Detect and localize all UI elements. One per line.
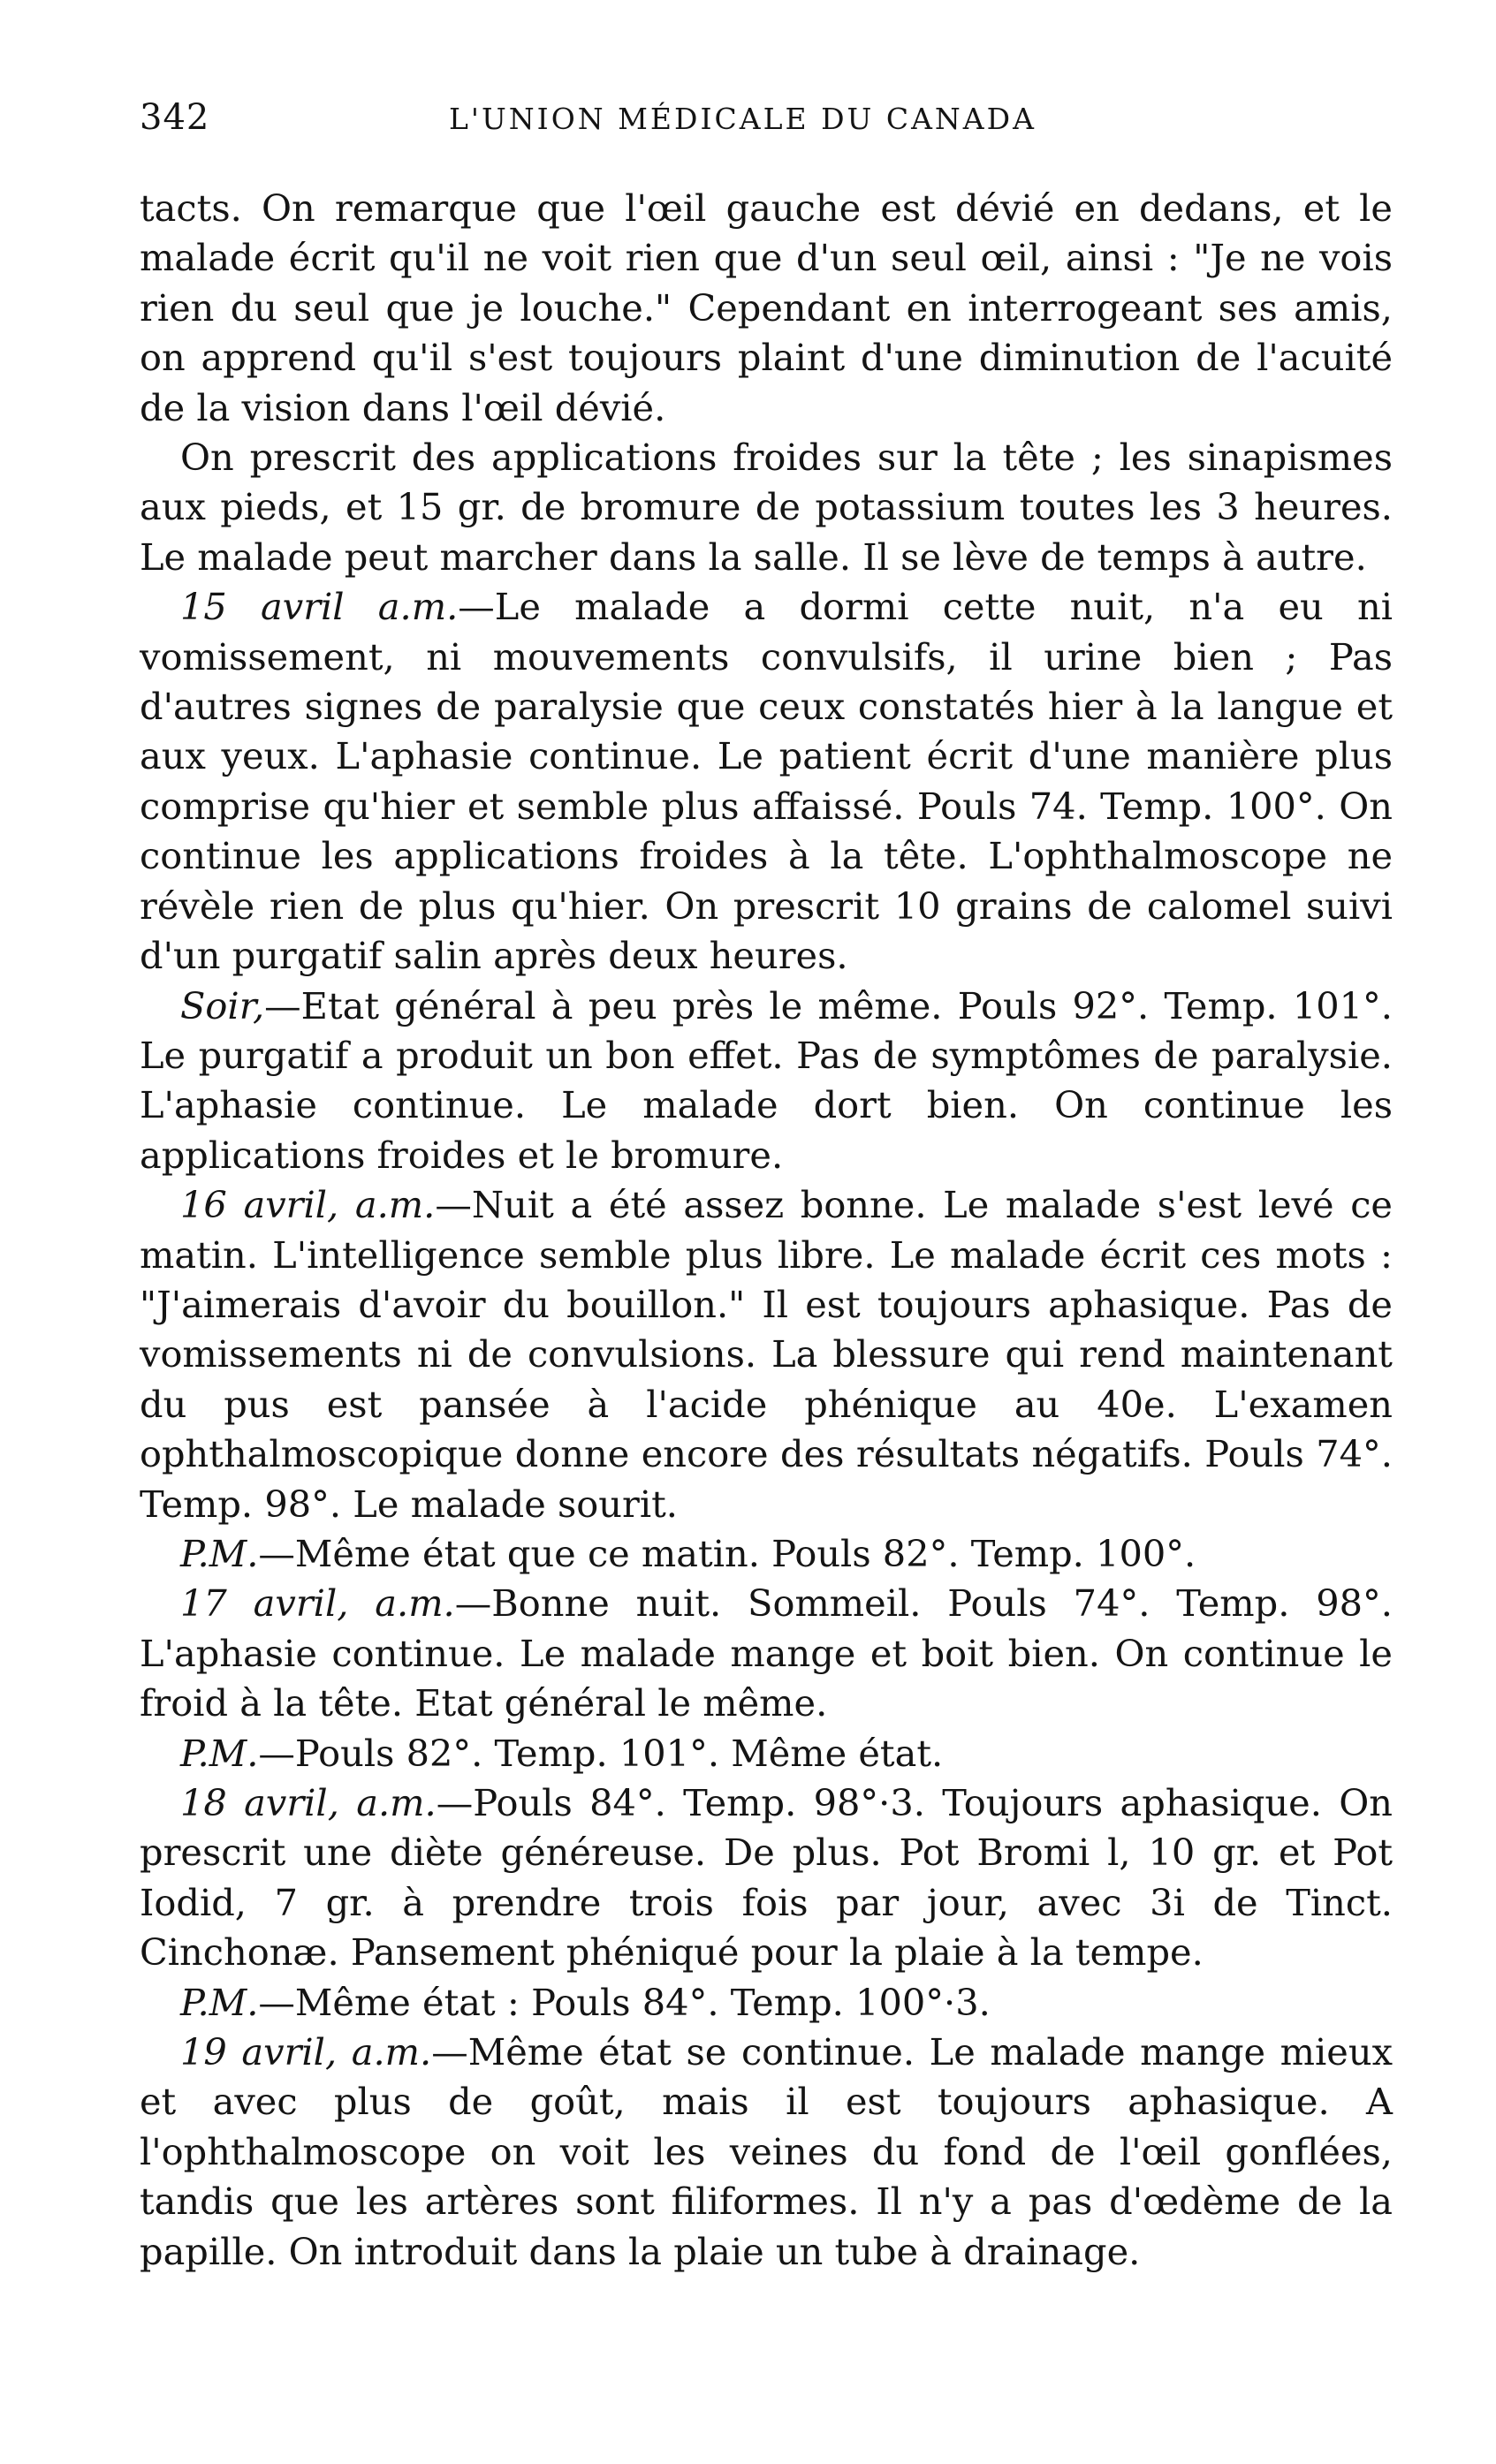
entry-date: Soir, (180, 983, 265, 1027)
entry-date: P.M. (180, 1980, 259, 2024)
body-text (140, 184, 1393, 2277)
paragraph (140, 1978, 1393, 2028)
page-number: 342 (140, 97, 210, 138)
paragraph-text: —Bonne nuit. Sommeil. Pouls 74°. Temp. 98°. L'aphasie continue. Le malade mange et boit bien. On continue le froid à la tête. Etat général le même. (140, 1581, 1393, 1725)
paragraph (140, 582, 1393, 981)
entry-date: P.M. (180, 1731, 259, 1775)
paragraph (140, 184, 1393, 433)
entry-date: 18 avril, a.m. (180, 1781, 437, 1824)
paragraph (140, 1778, 1393, 1978)
document-page (140, 97, 1393, 2277)
paragraph (140, 433, 1393, 582)
running-title: L'UNION MÉDICALE DU CANADA (449, 102, 1037, 136)
paragraph-text: —Etat général à peu près le même. Pouls 92°. Temp. 101°. Le purgatif a produit un bon effet. Pas de symptômes de paralysie. L'aphasie continue. Le malade dort bien. On continue les applications froides et le bromure. (140, 983, 1393, 1177)
paragraph-text: —Nuit a été assez bonne. Le malade s'est levé ce matin. L'intelligence semble plus libre. Le malade écrit ces mots : "J'aimerais d'avoir du bouillon." Il est toujours aphasique. Pas de vomissements ni de convulsions. La blessure qui rend maintenant du pus est pansée à l'acide phénique au 40e. L'examen ophthalmoscopique donne encore des résultats négatifs. Pouls 74°. Temp. 98°. Le malade sourit. (140, 1183, 1393, 1526)
paragraph-text: —Pouls 84°. Temp. 98°·3. Toujours aphasique. On prescrit une diète généreuse. De plus. Pot Bromi l, 10 gr. et Pot Iodid, 7 gr. à prendre trois fois par jour, avec 3i de Tinct. Cinchonæ. Pansement phéniqué pour la plaie à la tempe. (140, 1781, 1393, 1975)
paragraph (140, 982, 1393, 1181)
entry-date: P.M. (180, 1531, 259, 1575)
paragraph-text: On prescrit des applications froides sur la tête ; les sinapismes aux pieds, et 15 gr. de bromure de potassium toutes les 3 heures. Le malade peut marcher dans la salle. Il se lève de temps à autre. (140, 436, 1393, 579)
paragraph (140, 2028, 1393, 2277)
entry-date: 17 avril, a.m. (180, 1581, 455, 1626)
paragraph-text: —Le malade a dormi cette nuit, n'a eu ni vomissement, ni mouvements convulsifs, il urine bien ; Pas d'autres signes de paralysie que ceux constatés hier à la langue et aux yeux. L'aphasie continue. Le patient écrit d'une manière plus comprise qu'hier et semble plus affaissé. Pouls 74. Temp. 100°. On continue les applications froides à la tête. L'ophthalmoscope ne révèle rien de plus qu'hier. On prescrit 10 grains de calomel suivi d'un purgatif salin après deux heures. (140, 585, 1393, 978)
paragraph (140, 1579, 1393, 1728)
paragraph-text: tacts. On remarque que l'œil gauche est dévié en dedans, et le malade écrit qu'il ne voit rien que d'un seul œil, ainsi : "Je ne vois rien du seul que je louche." Cependant en interrogeant ses amis, on apprend qu'il s'est toujours plaint d'une diminution de l'acuité de la vision dans l'œil dévié. (140, 186, 1393, 429)
paragraph (140, 1529, 1393, 1579)
page-header (140, 97, 1393, 159)
paragraph (140, 1180, 1393, 1529)
entry-date: 16 avril, a.m. (180, 1183, 436, 1227)
paragraph-text: —Pouls 82°. Temp. 101°. Même état. (258, 1731, 944, 1775)
paragraph-text: —Même état se continue. Le malade mange mieux et avec plus de goût, mais il est toujours aphasique. A l'ophthalmoscope on voit les veines du fond de l'œil gonflées, tandis que les artères sont filiformes. Il n'y a pas d'œdème de la papille. On introduit dans la plaie un tube à drainage. (140, 2030, 1393, 2273)
entry-date: 15 avril a.m. (180, 585, 459, 629)
entry-date: 19 avril, a.m. (180, 2030, 432, 2074)
paragraph (140, 1729, 1393, 1778)
paragraph-text: —Même état : Pouls 84°. Temp. 100°·3. (258, 1980, 991, 2024)
paragraph-text: —Même état que ce matin. Pouls 82°. Temp. 100°. (258, 1531, 1196, 1575)
